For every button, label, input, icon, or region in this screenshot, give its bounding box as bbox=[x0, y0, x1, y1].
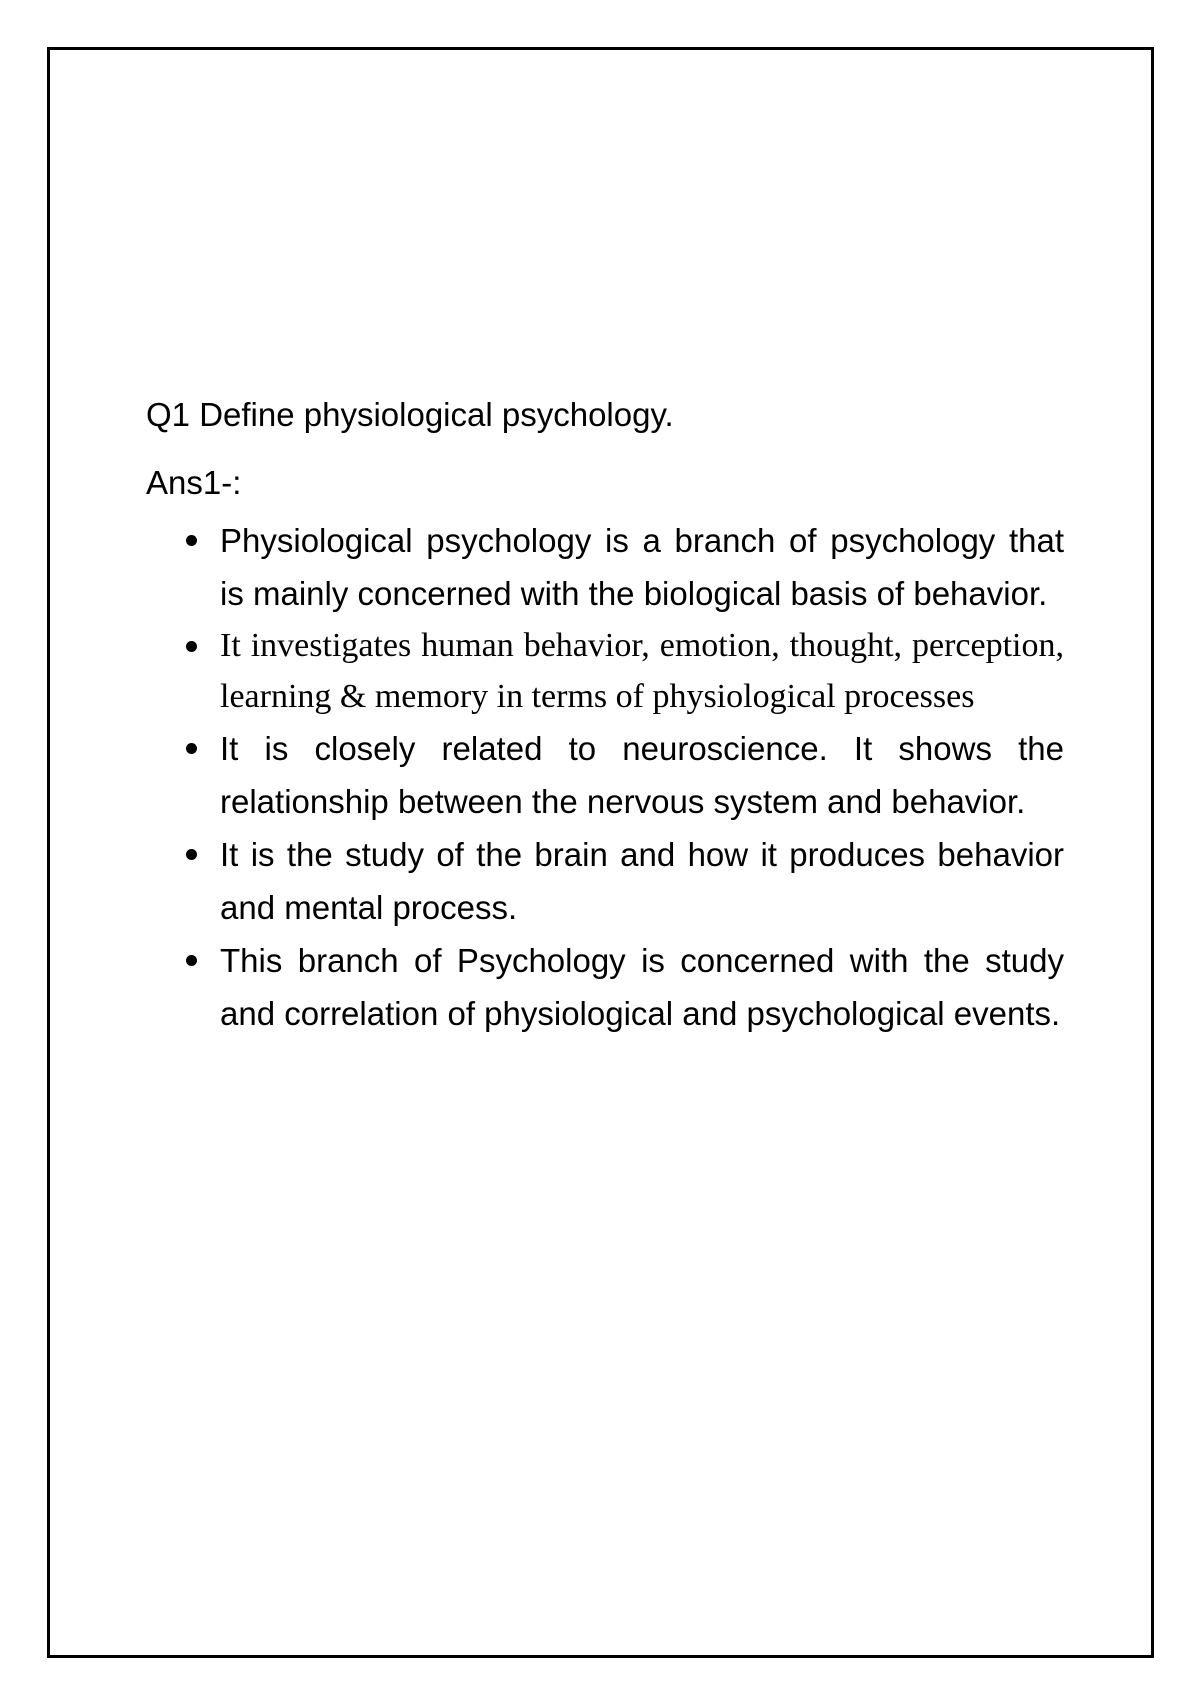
bullet-icon bbox=[186, 743, 197, 754]
bullet-icon bbox=[186, 535, 197, 546]
bullet-text: This branch of Psychology is concerned with the study and correlation of physiological and psychological events. bbox=[220, 942, 1064, 1032]
bullet-icon bbox=[186, 641, 197, 652]
answer-bullet-list bbox=[146, 514, 1064, 1040]
bullet-item bbox=[146, 934, 1064, 1040]
bullet-icon bbox=[186, 849, 197, 860]
bullet-text: It is closely related to neuroscience. It shows the relationship between the nervous system and behavior. bbox=[220, 730, 1064, 820]
bullet-item bbox=[146, 620, 1064, 722]
bullet-icon bbox=[186, 955, 197, 966]
bullet-text: It is the study of the brain and how it produces behavior and mental process. bbox=[220, 836, 1064, 926]
bullet-text: It investigates human behavior, emotion, thought, perception, learning & memory in terms of physiological processes bbox=[220, 627, 1064, 715]
document-body bbox=[146, 388, 1064, 1040]
bullet-item bbox=[146, 722, 1064, 828]
question-heading: Q1 Define physiological psychology. bbox=[146, 396, 674, 433]
answer-label: Ans1-: bbox=[146, 464, 242, 501]
bullet-text: Physiological psychology is a branch of psychology that is mainly concerned with the biological basis of behavior. bbox=[220, 522, 1064, 612]
bullet-item bbox=[146, 828, 1064, 934]
bullet-item bbox=[146, 514, 1064, 620]
